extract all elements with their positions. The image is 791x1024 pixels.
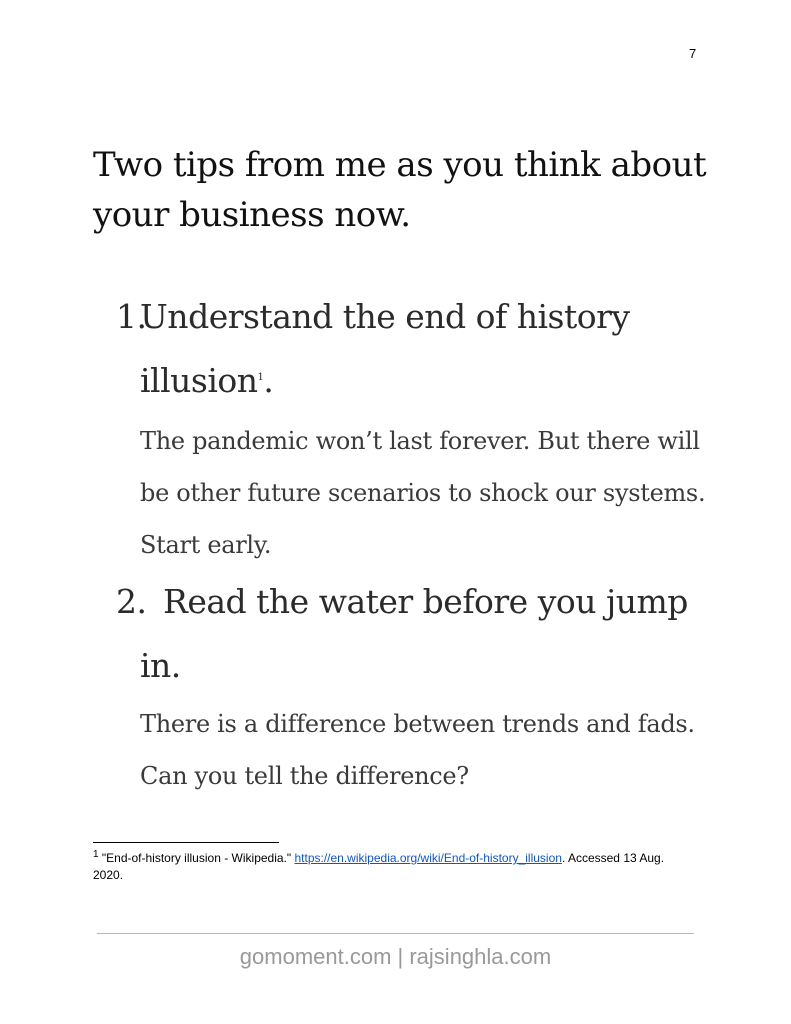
tip-1-heading-period: . xyxy=(263,361,274,400)
tip-1-heading-word: illusion xyxy=(140,361,258,400)
page-title: Two tips from me as you think about your business now. xyxy=(93,145,707,235)
tip-2-heading-line1: Read the water before you jump xyxy=(163,582,688,621)
tip-1-number: 1. xyxy=(116,297,147,336)
tip-1-heading-line2 xyxy=(140,349,273,413)
footnote-text: "End-of-history illusion - Wikipedia." xyxy=(98,851,295,865)
footer-divider xyxy=(97,933,694,934)
footnote-accessed: . Accessed 13 Aug. 2020. xyxy=(93,851,665,882)
page-number: 7 xyxy=(689,46,697,61)
tip-1-heading-line1: Understand the end of history xyxy=(140,297,630,336)
footer-text: gomoment.com | rajsinghla.com xyxy=(239,944,552,969)
tip-2-heading xyxy=(116,570,716,698)
tip-2-number: 2. xyxy=(116,582,147,621)
footnote-ref-1[interactable]: 1 xyxy=(257,372,264,383)
tip-2-heading-line2: in. xyxy=(140,646,181,685)
footnote-marker: 1 xyxy=(93,849,99,860)
tip-2-body: There is a difference between trends and fads. Can you tell the difference? xyxy=(140,710,695,790)
footnote xyxy=(93,850,693,884)
footnote-link[interactable]: https://en.wikipedia.org/wiki/End-of-history_illusion xyxy=(294,851,562,865)
footnote-divider xyxy=(93,842,279,843)
tip-1-body: The pandemic won’t last forever. But there will be other future scenarios to shock our systems. Start early. xyxy=(140,427,706,559)
tip-1-heading xyxy=(116,285,716,413)
